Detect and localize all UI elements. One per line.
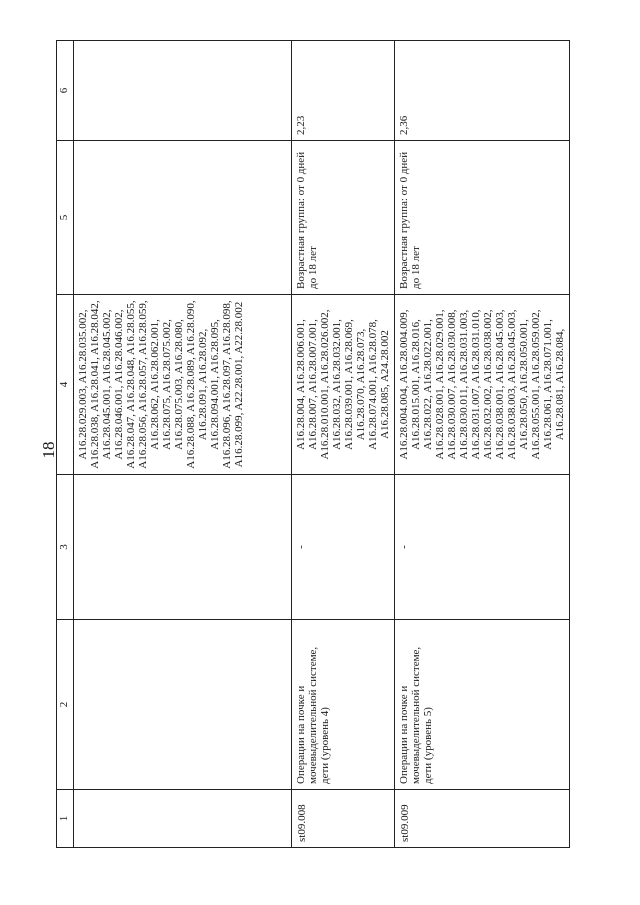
row-col3: - (395, 475, 570, 620)
rotated-table-wrapper (56, 41, 566, 848)
table-row (292, 41, 395, 848)
header-col-5: 5 (57, 141, 74, 295)
row-col3 (74, 475, 292, 620)
row-coefficient (74, 41, 292, 141)
row-code (74, 790, 292, 848)
row-code: st09.008 (292, 790, 395, 848)
row-criteria (74, 141, 292, 295)
row-col3: - (292, 475, 395, 620)
header-col-2: 2 (57, 620, 74, 790)
header-col-1: 1 (57, 790, 74, 848)
header-col-3: 3 (57, 475, 74, 620)
table-row (395, 41, 570, 848)
row-name: Операции на почке и мочевыделительной системе, дети (уровень 4) (292, 620, 395, 790)
row-code: st09.009 (395, 790, 570, 848)
row-name (74, 620, 292, 790)
row-name: Операции на почке и мочевыделительной системе, дети (уровень 5) (395, 620, 570, 790)
row-criteria: Возрастная группа: от 0 дней до 18 лет (292, 141, 395, 295)
header-col-4: 4 (57, 295, 74, 475)
row-codes: A16.28.004, A16.28.006.001, A16.28.007, A16.28.007.001, A16.28.010.001, A16.28.026.002, A16.28.032, A16.28.032.001, A16.28.039.001, A16.28.069, A16.28.070, A16.28.073, A16.28.074.001, A16.28.078, A16.28.085, A24.28.002 (292, 295, 395, 475)
row-criteria: Возрастная группа: от 0 дней до 18 лет (395, 141, 570, 295)
row-codes: A16.28.029.003, A16.28.035.002, A16.28.038, A16.28.041, A16.28.042, A16.28.045.001, A16.28.045.002, A16.28.046.001, A16.28.046.002, A16.28.047, A16.28.048, A16.28.055, A16.28.056, A16.28.057, A16.28.059, A16.28.062, A16.28.062.001, A16.28.075, A16.28.075.002, A16.28.075.003, A16.28.080, A16.28.088, A16.28.089, A16.28.090, A16.28.091, A16.28.092, A16.28.094.001, A16.28.095, A16.28.096, A16.28.097, A16.28.098, A16.28.099, A22.28.001, A22.28.002 (74, 295, 292, 475)
row-coefficient: 2,36 (395, 41, 570, 141)
header-row (57, 41, 74, 848)
tariff-table (56, 40, 570, 848)
table-row (74, 41, 292, 848)
header-col-6: 6 (57, 41, 74, 141)
row-coefficient: 2,23 (292, 41, 395, 141)
row-codes: A16.28.004.004, A16.28.004.009, A16.28.015.001, A16.28.016, A16.28.022, A16.28.022.001, A16.28.028.001, A16.28.029.001, A16.28.030.007, A16.28.030.008, A16.28.030.011, A16.28.031.003, A16.28.031.007, A16.28.031.010, A16.28.032.002, A16.28.038.002, A16.28.038.001, A16.28.045.003, A16.28.038.003, A16.28.045.003, A16.28.050, A16.28.050.001, A16.28.055.001, A16.28.059.002, A16.28.061, A16.28.071.001, A16.28.081, A16.28.084, (395, 295, 570, 475)
page-number: 18 (39, 441, 58, 459)
